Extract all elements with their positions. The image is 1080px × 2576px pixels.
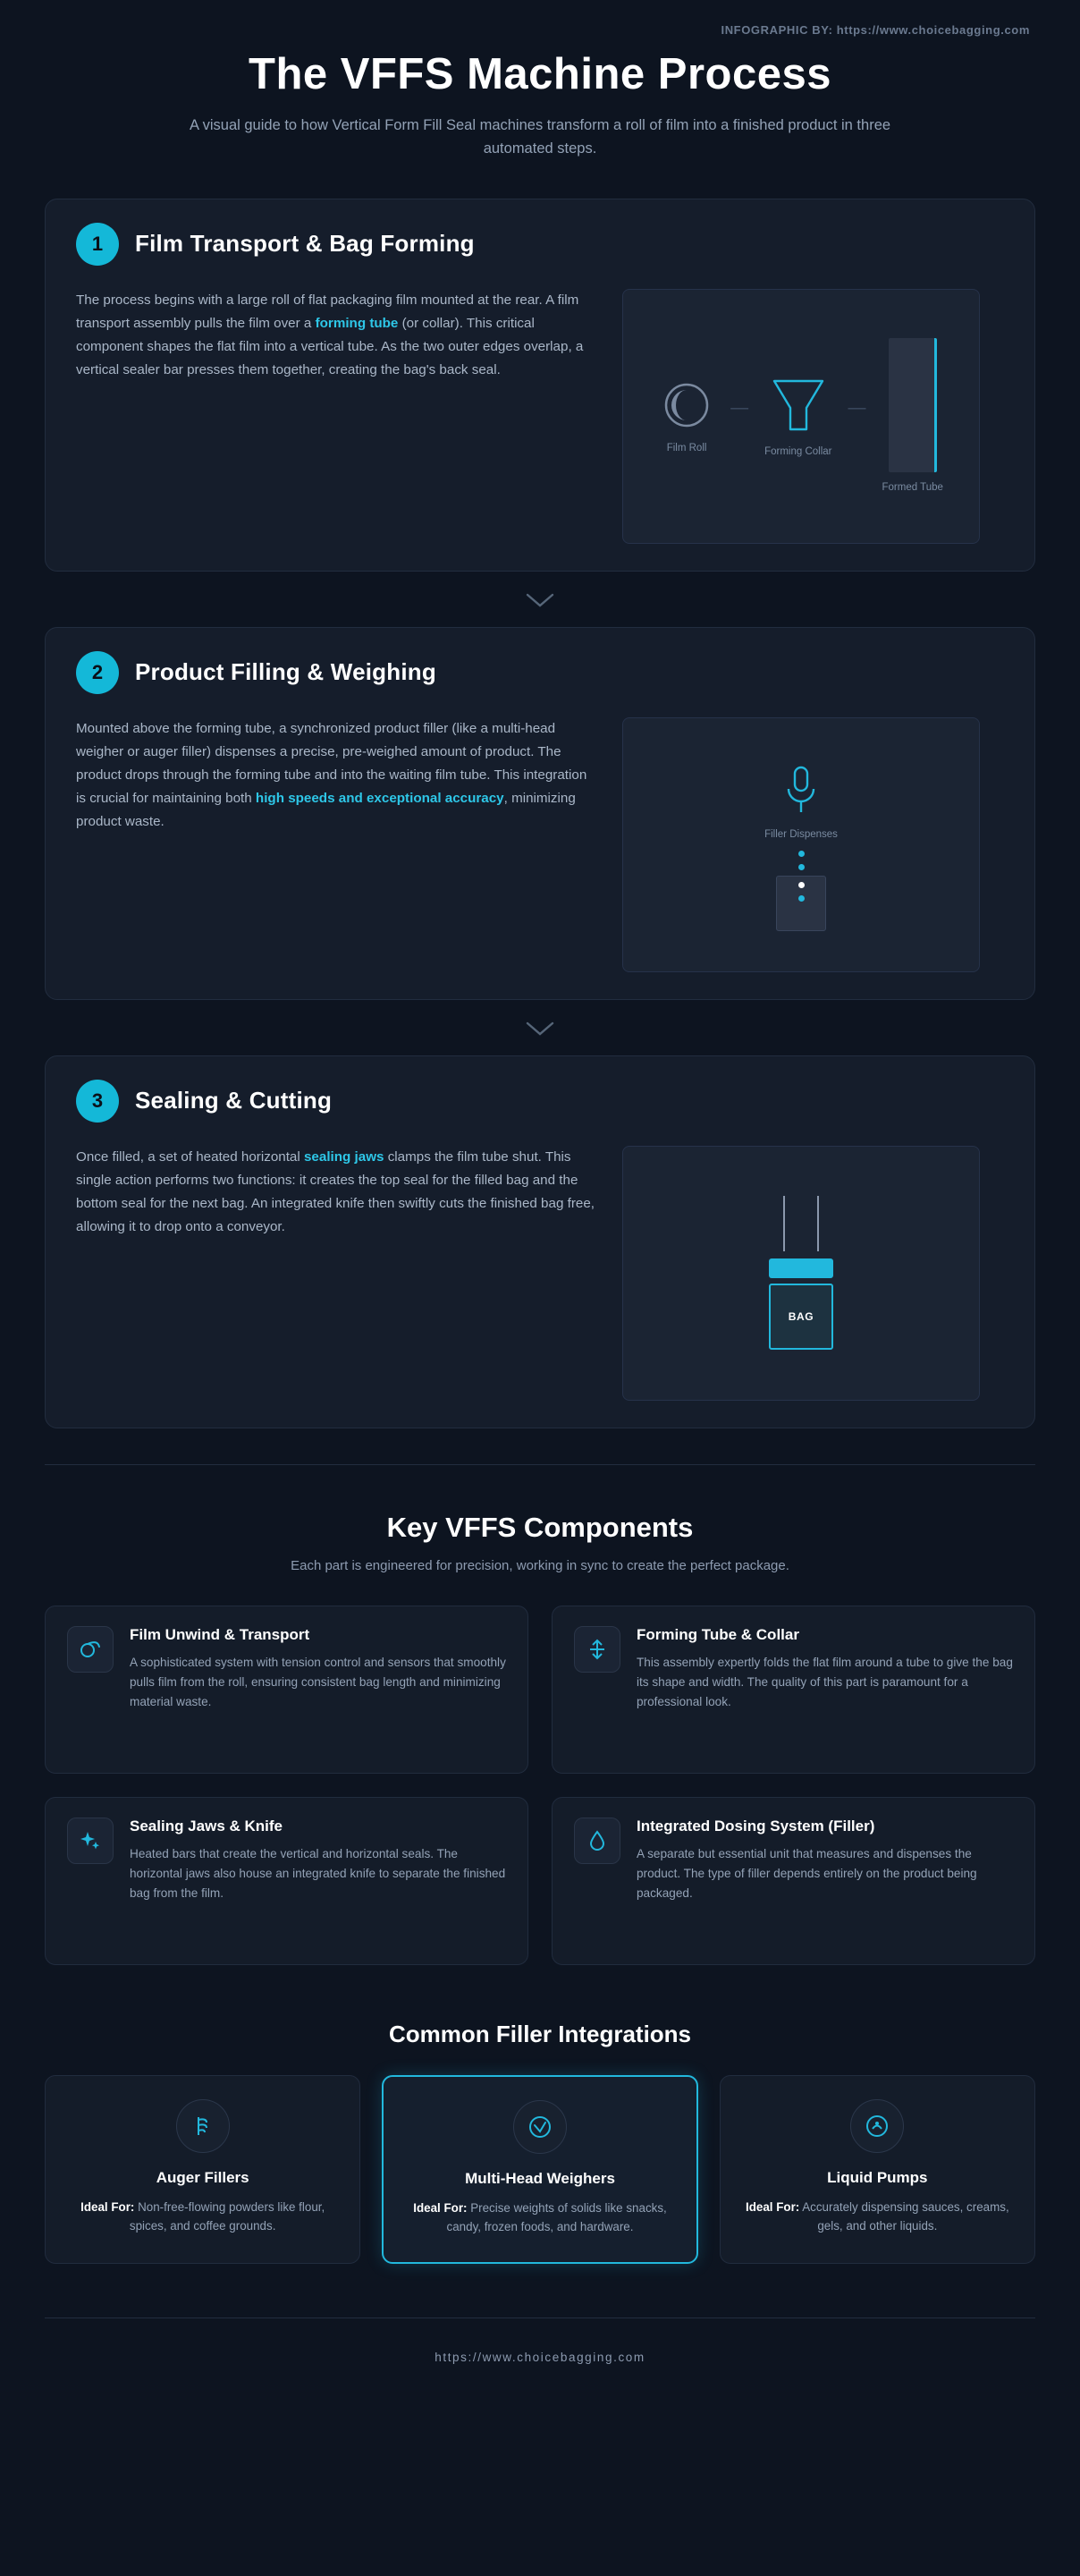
filler-desc-text: Precise weights of solids like snacks, candy, frozen foods, and hardware. (446, 2200, 667, 2234)
connector-dash-1: — (730, 397, 749, 418)
page-subtitle: A visual guide to how Vertical Form Fill Seal machines transform a roll of film into a finished product in three automated steps. (189, 117, 891, 157)
step-1-diagram (622, 289, 980, 544)
step3-text-part2: clamps the film tube shut. This single action performs two functions: it creates the top seal for the filled bag and the bottom seal for the next bag. An integrated knife then swiftly cuts the finished bag free, allowing it to drop onto a conveyor. (76, 1148, 595, 1235)
component-name: Integrated Dosing System (Filler) (637, 1817, 875, 1835)
step2-text-part2: , minimizing product waste. (76, 791, 576, 830)
fillers-section-title: Common Filler Integrations (388, 2020, 692, 2047)
filler-card-multihead (382, 2075, 697, 2264)
filler-desc (65, 2198, 340, 2236)
step-header-1 (72, 223, 1008, 266)
component-card (552, 1797, 1035, 1965)
chevron-down-icon (525, 1020, 555, 1038)
step2-highlight-accuracy: high speeds and exceptional accuracy (255, 791, 504, 807)
steps-section (0, 199, 1080, 1428)
step-text-part2: (or collar). This critical component shapes the flat film into a vertical tube. As the two outer edges overlap, a vertical sealer bar presses them together, creating the bag's back seal. (76, 315, 584, 378)
step-body-3 (72, 1146, 1008, 1401)
component-desc: Heated bars that create the vertical and horizontal seals. The horizontal jaws also house an integrated knife to separate the finished bag from the film. (130, 1846, 506, 1900)
filler-card-liquid (720, 2075, 1035, 2264)
caption-film-roll: Film Roll (666, 442, 707, 453)
step3-highlight-sealing-jaws: sealing jaws (303, 1148, 384, 1165)
step-number-2: 2 (76, 651, 119, 694)
component-card (45, 1606, 528, 1774)
filler-nozzle-icon (780, 764, 822, 819)
product-stream (798, 851, 805, 870)
film-roll-graphic (659, 377, 714, 456)
droplet-icon (574, 1818, 620, 1864)
sealed-bag (769, 1284, 833, 1350)
formed-tube-shape (889, 338, 937, 472)
step-title-1: Film Transport & Bag Forming (135, 230, 475, 258)
step-text-3 (72, 1146, 595, 1240)
pump-icon (850, 2099, 904, 2153)
auger-icon (176, 2099, 230, 2153)
caption-formed-tube: Formed Tube (882, 481, 943, 493)
component-name: Forming Tube & Collar (637, 1625, 799, 1643)
step-title-3: Sealing & Cutting (135, 1087, 333, 1114)
chevron-down-1 (45, 572, 1035, 627)
step-highlight-forming-tube: forming tube (315, 315, 399, 331)
forming-collar-icon (765, 374, 831, 436)
sparkle-icon (67, 1818, 114, 1864)
step-number-3: 3 (76, 1080, 119, 1123)
chevron-down-icon (525, 591, 555, 609)
section-divider (0, 1464, 1080, 1465)
step-body-2 (72, 717, 1008, 972)
components-grid (0, 1606, 1080, 1965)
component-desc: A separate but essential unit that measures and dispenses the product. The type of filler depends entirely on the product being packaged. (637, 1846, 977, 1900)
component-card (552, 1606, 1035, 1774)
component-name: Sealing Jaws & Knife (130, 1817, 283, 1835)
filler-label: Ideal For: (745, 2199, 800, 2214)
filler-name: Multi-Head Weighers (465, 2169, 615, 2187)
components-section-title: Key VFFS Components (386, 1511, 694, 1543)
vertical-arrows-icon (574, 1626, 620, 1673)
chevron-down-2 (45, 1000, 1035, 1055)
step-card-1 (45, 199, 1035, 572)
component-desc: This assembly expertly folds the flat film around a tube to give the bag its shape and width. The quality of this part is paramount for a professional look. (637, 1655, 1013, 1708)
step-card-2 (45, 627, 1035, 1000)
step-body-1 (72, 289, 1008, 544)
step-card-3 (45, 1055, 1035, 1428)
filler-desc-text: Accurately dispensing sauces, creams, gels, and other liquids. (799, 2199, 1009, 2233)
page-title: The VFFS Machine Process (249, 50, 831, 98)
bag-fill-container (776, 876, 826, 931)
sealing-jaws-bar (769, 1258, 833, 1278)
filler-name: Auger Fillers (156, 2168, 249, 2186)
step-text-1 (72, 289, 595, 383)
component-name: Film Unwind & Transport (130, 1625, 310, 1643)
filler-card-auger (45, 2075, 360, 2264)
step2-text-part1: Mounted above the forming tube, a synchronized product filler (like a multi-head weigher or auger filler) dispenses a precise, pre-weighed amount of product. The product drops through the forming tube and into the waiting film tube. This integration is crucial for maintaining both (76, 720, 587, 807)
credit-line: INFOGRAPHIC BY: https://www.choicebagging.com (721, 23, 1030, 37)
filler-desc (403, 2199, 676, 2237)
component-desc: A sophisticated system with tension control and sensors that smoothly pulls film from the roll, ensuring consistent bag length and minimizing material waste. (130, 1655, 506, 1708)
caption-filler-dispenses: Filler Dispenses (764, 828, 838, 840)
step-header-3 (72, 1080, 1008, 1123)
step-text-2 (72, 717, 595, 835)
caption-forming-collar: Forming Collar (764, 445, 832, 457)
step-number-1: 1 (76, 223, 119, 266)
film-roll-icon (659, 377, 714, 433)
component-card (45, 1797, 528, 1965)
step-3-diagram (622, 1146, 980, 1401)
formed-tube-graphic (882, 338, 943, 496)
connector-dash-2: — (848, 397, 866, 418)
step-2-diagram (622, 717, 980, 972)
filler-desc-text: Non-free-flowing powders like flour, spices, and coffee grounds. (129, 2199, 325, 2233)
filler-label: Ideal For: (413, 2200, 468, 2215)
step3-text-part1: Once filled, a set of heated horizontal (76, 1148, 304, 1165)
weigher-icon (513, 2100, 567, 2154)
footer-url[interactable]: https://www.choicebagging.com (435, 2351, 645, 2365)
bag-label: BAG (788, 1310, 814, 1324)
step-text-part1: The process begins with a large roll of flat packaging film mounted at the rear. A film transport assembly pulls the film over a (76, 292, 579, 331)
filler-desc (740, 2198, 1015, 2236)
film-roll-icon (67, 1626, 114, 1673)
filler-name: Liquid Pumps (827, 2168, 928, 2186)
step-header-2 (72, 651, 1008, 694)
components-section-subtitle: Each part is engineered for precision, working in sync to create the perfect package. (291, 1557, 789, 1573)
forming-collar-graphic (764, 374, 831, 460)
fillers-grid (0, 2075, 1080, 2264)
filler-label: Ideal For: (80, 2199, 135, 2214)
film-tube-top (783, 1196, 819, 1251)
step-title-2: Product Filling & Weighing (135, 658, 436, 686)
